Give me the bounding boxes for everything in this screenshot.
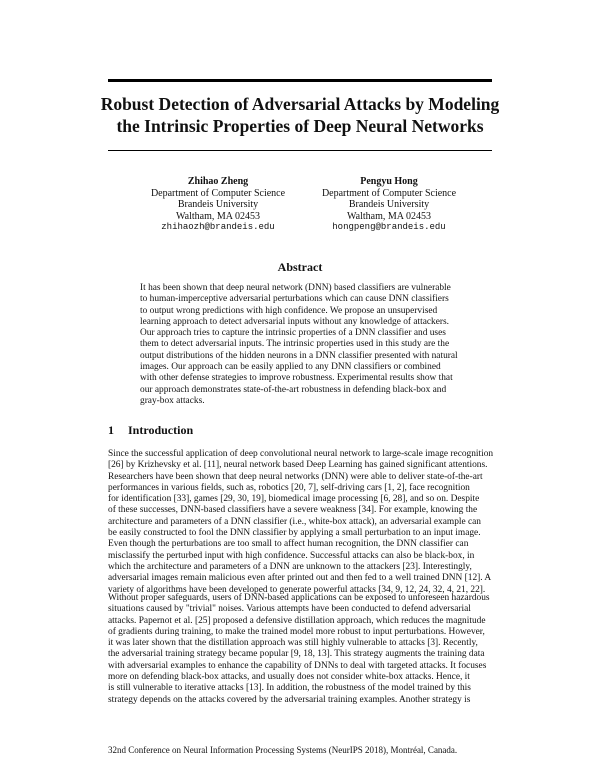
text-line: it was later shown that the distillation approach was still highly vulnerable to attacks [3]. Recently, xyxy=(108,638,478,649)
text-line: adversarial images remain malicious even after printed out and then fed to a well trained DNN [12]. A xyxy=(108,573,492,584)
section-title: Introduction xyxy=(128,423,194,437)
text-line: to human-imperceptive adversarial perturbations which can cause DNN classifiers xyxy=(140,294,449,305)
text-line: situations caused by "trivial" noises. Various attempts have been conducted to defend adversarial xyxy=(108,604,471,615)
intro-paragraph-2 xyxy=(108,593,492,706)
author-name: Zhihao Zheng xyxy=(187,176,249,187)
text-line: Without proper safeguards, users of DNN-based applications can be exposed to unforeseen hazardous xyxy=(108,593,490,603)
text-line: [26] by Krizhevsky et al. [11], neural network based Deep Learning has gained significant attentions. xyxy=(108,460,488,471)
title-line: the Intrinsic Properties of Deep Neural Networks xyxy=(116,116,484,136)
author-affiliation: Brandeis University xyxy=(348,199,430,210)
text-line: variety of algorithms have been developed to generate powerful attacks [34, 9, 12, 24, 32, 4, 21, 22]. xyxy=(108,584,486,595)
text-line: with adversarial examples to enhance the capability of DNNs to deal with targeted attacks. It focuses xyxy=(108,660,487,671)
author-affiliation: Brandeis University xyxy=(177,199,259,210)
paper-title xyxy=(60,93,540,137)
text-line: more on defending black-box attacks, and usually does not consider white-box attacks. Hence, it xyxy=(108,672,470,683)
text-line: performances in various fields, such as, robotics [20, 7], self-driving cars [1, 2], face recognition xyxy=(108,482,470,493)
text-line: It has been shown that deep neural network (DNN) based classifiers are vulnerable xyxy=(140,283,451,293)
text-line: images. Our approach can be easily applied to any DNN classifiers or combined xyxy=(140,362,441,373)
author-address: Waltham, MA 02453 xyxy=(176,210,260,222)
author-email: zhihaozh@brandeis.edu xyxy=(161,222,275,232)
text-line: gray-box attacks. xyxy=(140,395,205,406)
author-affiliation: Department of Computer Science xyxy=(150,187,286,199)
title-rule-top xyxy=(108,79,492,82)
text-line: to output wrong predictions with high confidence. We propose an unsupervised xyxy=(140,305,438,316)
text-line: learning approach to detect adversarial inputs without any knowledge of attackers. xyxy=(140,316,450,327)
section-heading xyxy=(108,423,193,438)
text-line: be easily constructed to fool the DNN classifier by applying a small perturbation to an input image. xyxy=(108,528,481,539)
text-line: of these successes, DNN-based classifiers have a severe weakness [34]. For example, knowing the xyxy=(108,505,478,516)
text-line: Since the successful application of deep convolutional neural network to large-scale image recognition xyxy=(108,449,494,459)
text-line: Our approach tries to capture the intrinsic properties of a DNN classifier and uses xyxy=(140,328,446,339)
text-line: of gradients during training, to make the trained model more robust to input perturbations. However, xyxy=(108,626,485,637)
text-line: our approach demonstrates state-of-the-art robustness in defending black-box and xyxy=(140,384,447,395)
text-line: architecture and parameters of a DNN classifier (i.e., white-box attack), an adversarial example can xyxy=(108,516,481,527)
author-email: hongpeng@brandeis.edu xyxy=(332,222,446,232)
title-line: Robust Detection of Adversarial Attacks by Modeling xyxy=(100,94,500,114)
author-block xyxy=(289,176,489,234)
intro-paragraph-1 xyxy=(108,449,492,596)
text-line: the adversarial training strategy became popular [9, 18, 13]. This strategy augments the training data xyxy=(108,649,485,660)
text-line: Even though the perturbations are too small to affect human recognition, the DNN classifier can xyxy=(108,539,469,550)
text-line: with other defense strategies to improve robustness. Experimental results show that xyxy=(140,373,453,384)
text-line: misclassify the perturbed input with high confidence. Successful attacks can also be black-box, in xyxy=(108,550,475,561)
text-line: for identification [33], games [29, 30, 19], biomedical image processing [6, 28], and so on. Despite xyxy=(108,494,480,505)
text-line: attacks. Papernot et al. [25] proposed a defensive distillation approach, which reduces the magnitude xyxy=(108,615,486,626)
text-line: output distributions of the hidden neurons in a DNN classifier presented with natural xyxy=(140,350,458,361)
abstract-body xyxy=(140,283,460,407)
author-address: Waltham, MA 02453 xyxy=(347,210,431,222)
author-affiliation: Department of Computer Science xyxy=(321,187,457,199)
text-line: Researchers have been shown that deep neural networks (DNN) were able to deliver state-of-the-art xyxy=(108,471,483,482)
text-line: which the architecture and parameters of a DNN are unknown to the attackers [23]. Interestingly, xyxy=(108,561,472,572)
conference-footnote: 32nd Conference on Neural Information Processing Systems (NeurIPS 2018), Montréal, Canada. xyxy=(108,745,458,755)
text-line: strategy depends on the attacks covered by the adversarial training examples. Another strategy is xyxy=(108,694,471,705)
author-name: Pengyu Hong xyxy=(360,176,418,187)
author-block xyxy=(118,176,318,234)
title-rule-bottom xyxy=(108,150,492,151)
text-line: them to detect adversarial inputs. The intrinsic properties used in this study are the xyxy=(140,339,450,350)
abstract-heading: Abstract xyxy=(277,260,323,274)
section-number: 1 xyxy=(108,423,114,437)
text-line: is still vulnerable to iterative attacks [13]. In addition, the robustness of the model trained by this xyxy=(108,683,471,694)
